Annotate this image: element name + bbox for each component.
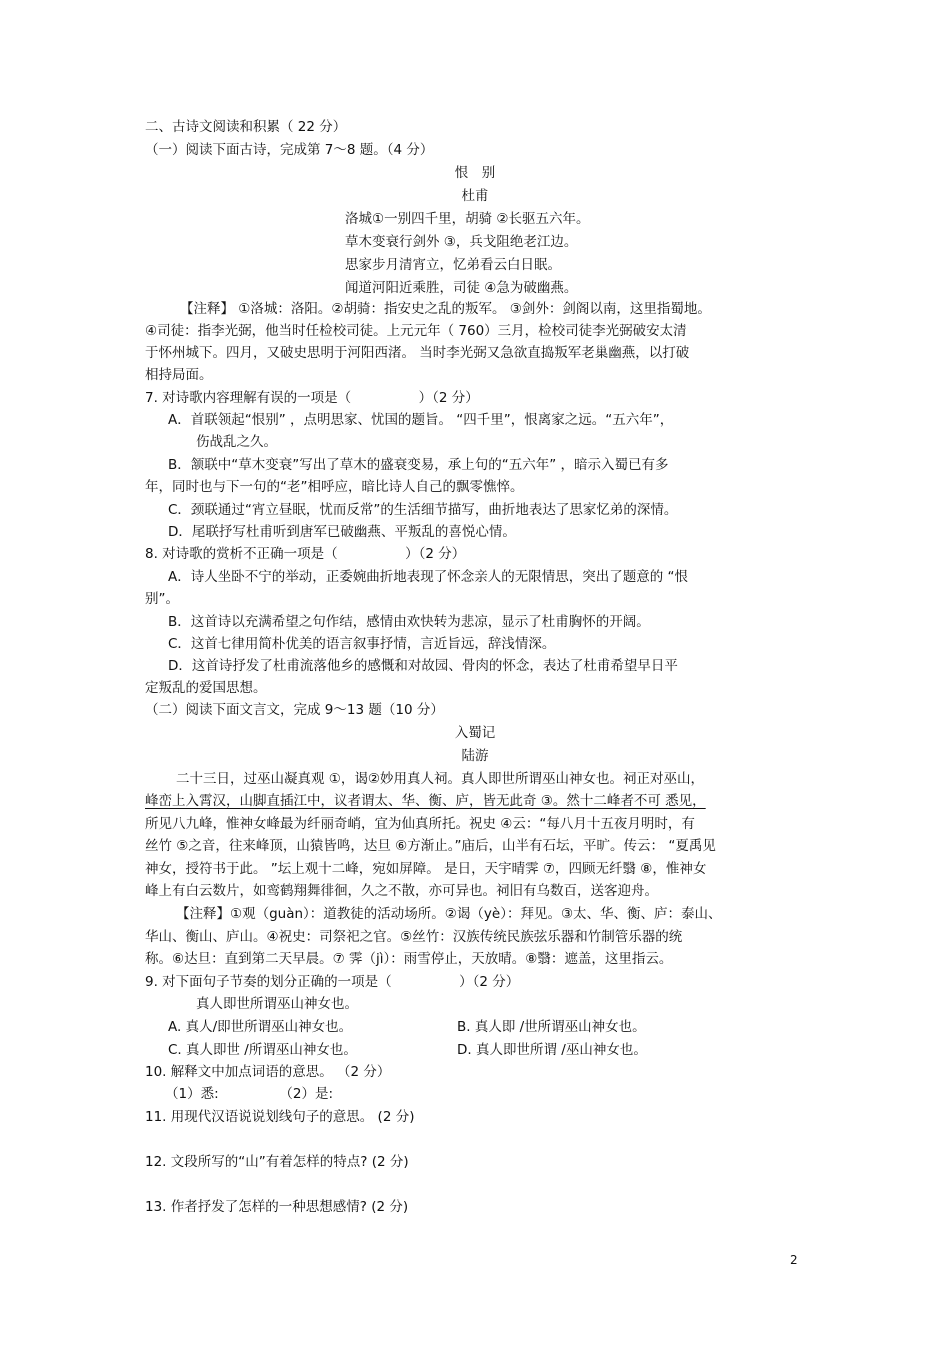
part1-instruction: （一）阅读下面古诗，完成第 7～8 题。（4 分） — [145, 142, 434, 158]
q9-option-a: A. 真人/即世所谓巫山神女也。 — [168, 1019, 353, 1035]
poem-line: 草木变衰行剑外 ③，兵戈阻绝老江边。 — [345, 234, 578, 250]
q7-option-c: C．颈联通过“宵立昼眠，忧而反常”的生活细节描写，曲折地表达了思家忆弟的深情。 — [168, 502, 678, 518]
q7-option-a-cont: 伤战乱之久。 — [196, 434, 277, 450]
prose-line: 二十三日，过巫山凝真观 ①，谒②妙用真人祠。真人即世所谓巫山神女也。祠正对巫山， — [176, 771, 704, 787]
prose-line: 峰上有白云数片，如鸾鹤翔舞徘徊，久之不散，亦可异也。祠旧有乌数百，送客迎舟。 — [145, 883, 658, 899]
q7-option-b: B．颔联中“草木变衰”写出了草木的盛衰变易，承上句的“五六年” ，暗示入蜀已有多 — [168, 457, 669, 473]
poem-note: 相持局面。 — [145, 367, 213, 383]
prose-note: 称。⑥达旦：直到第二天早晨。⑦ 霁（jì）：雨雪停止，天放晴。⑧翳：遮盖，这里指云。 — [145, 951, 673, 967]
q10-items: （1）悉: （2）是: — [165, 1086, 334, 1102]
question-11: 11. 用现代汉语说说划线句子的意思。 (2 分) — [145, 1109, 415, 1125]
section-title: 二、古诗文阅读和积累（ 22 分） — [145, 119, 347, 135]
q9-option-d: D. 真人即世所谓 /巫山神女也。 — [457, 1042, 647, 1058]
q9-option-c: C. 真人即世 /所谓巫山神女也。 — [168, 1042, 357, 1058]
question-13: 13. 作者抒发了怎样的一种思想感情? (2 分) — [145, 1199, 409, 1215]
question-7-stem: 7. 对诗歌内容理解有误的一项是（ ）（2 分） — [145, 390, 479, 406]
prose-line-underlined: 峰峦上入霄汉，山脚直插江中，议者谓太、华、衡、庐，皆无此奇 ③。然十二峰者不可 悉见， — [145, 793, 706, 809]
poem-note: 于怀州城下。四月，又破史思明于河阳西渚。 当时李光弼又急欲直捣叛军老巢幽燕，以打破 — [145, 345, 690, 361]
q8-option-c: C．这首七律用简朴优美的语言叙事抒情，言近旨远，辞浅情深。 — [168, 636, 556, 652]
q8-option-d-cont: 定叛乱的爱国思想。 — [145, 680, 267, 696]
q8-option-b: B．这首诗以充满希望之句作结，感情由欢快转为悲凉，显示了杜甫胸怀的开阔。 — [168, 614, 650, 630]
poem-line: 闻道河阳近乘胜，司徒 ④急为破幽燕。 — [345, 280, 578, 296]
poem-author: 杜甫 — [461, 188, 489, 204]
question-10-stem: 10. 解释文中加点词语的意思。 （2 分） — [145, 1064, 391, 1080]
q7-option-a: A．首联领起“恨别” ，点明思家、忧国的题旨。 “四千里”，恨离家之远。“五六年”， — [168, 412, 674, 428]
prose-line: 神女，授符书于此。 ”坛上观十二峰，宛如屏障。 是日，天宇晴霁 ⑦，四顾无纤翳 ⑧，惟神女 — [145, 861, 707, 877]
question-9-stem: 9. 对下面句子节奏的划分正确的一项是（ ）（2 分） — [145, 974, 520, 990]
q8-option-a-cont: 别”。 — [145, 591, 179, 607]
question-8-stem: 8. 对诗歌的赏析不正确一项是（ ）（2 分） — [145, 546, 466, 562]
prose-line: 所见八九峰，惟神女峰最为纤丽奇峭，宜为仙真所托。祝史 ④云：“每八月十五夜月明时，有 — [145, 816, 695, 832]
q7-option-d: D．尾联抒写杜甫听到唐军已破幽燕、平叛乱的喜悦心情。 — [168, 524, 516, 540]
prose-title: 入蜀记 — [454, 725, 496, 741]
prose-line: 丝竹 ⑤之音，往来峰顶，山猿皆鸣，达旦 ⑥方渐止。”庙后，山半有石坛，平旷。传云： “夏禹见 — [145, 838, 716, 854]
q8-option-a: A．诗人坐卧不宁的举动，正委婉曲折地表现了怀念亲人的无限情思，突出了题意的 “恨 — [168, 569, 689, 585]
prose-note: 华山、衡山、庐山。④祝史：司祭祀之官。⑤丝竹：汉族传统民族弦乐器和竹制管乐器的统 — [145, 929, 683, 945]
question-12: 12. 文段所写的“山”有着怎样的特点? (2 分) — [145, 1154, 409, 1170]
q9-option-b: B. 真人即 /世所谓巫山神女也。 — [457, 1019, 646, 1035]
page-number: 2 — [790, 1253, 798, 1267]
q7-option-b-cont: 年，同时也与下一句的“老”相呼应，暗比诗人自己的飘零憔悴。 — [145, 479, 524, 495]
q9-sentence: 真人即世所谓巫山神女也。 — [196, 996, 358, 1012]
prose-author: 陆游 — [461, 748, 489, 764]
q8-option-d: D．这首诗抒发了杜甫流落他乡的感慨和对故园、骨肉的怀念，表达了杜甫希望早日平 — [168, 658, 678, 674]
poem-note: ④司徒：指李光弼，他当时任检校司徒。上元元年（ 760）三月，检校司徒李光弼破安太清 — [145, 323, 687, 339]
poem-note: 【注释】 ①洛城：洛阳。②胡骑：指安史之乱的叛军。 ③剑外：剑阁以南，这里指蜀地。 — [180, 301, 711, 317]
part2-instruction: （二）阅读下面文言文，完成 9～13 题（10 分） — [145, 702, 444, 718]
prose-note: 【注释】①观（guàn）：道教徒的活动场所。②谒（yè）：拜见。③太、华、衡、庐：泰山、 — [176, 906, 722, 922]
poem-line: 思家步月清宵立，忆弟看云白日眠。 — [345, 257, 561, 273]
poem-line: 洛城①一别四千里，胡骑 ②长驱五六年。 — [345, 211, 590, 227]
poem-title: 恨 别 — [454, 165, 496, 181]
